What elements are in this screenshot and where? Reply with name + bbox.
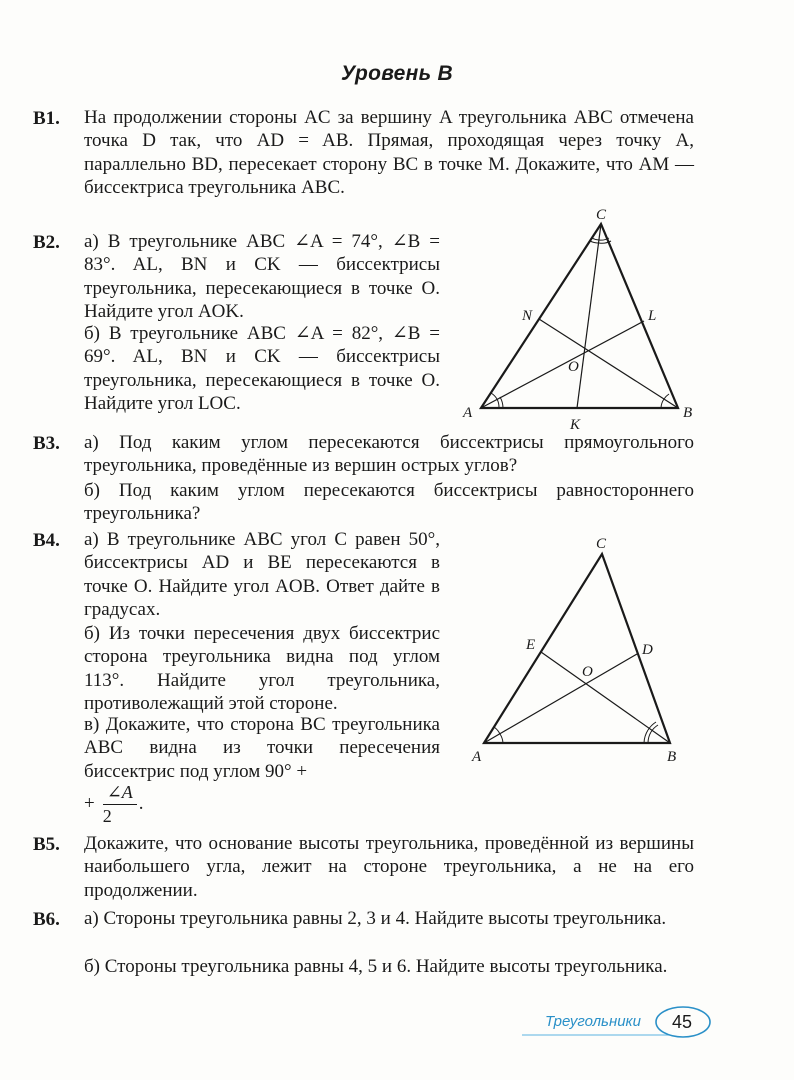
formula-period: .	[138, 792, 144, 814]
figure-label-b-b4: B	[667, 749, 677, 765]
figure-label-o: O	[568, 359, 579, 375]
problem-b3b-text: б) Под каким углом пересекаются биссектрисы равностороннего треугольника?	[84, 480, 694, 525]
section-heading: Уровень В	[340, 62, 454, 85]
problem-b2b-text: б) В треугольнике ABC ∠A = 82°, ∠B = 69°. AL, BN и CK — биссектрисы треугольника, пересекающиеся в точке O. Найдите угол LOC.	[84, 323, 440, 415]
problem-b5-text: Докажите, что основание высоты треугольника, проведённой из вершины наибольшего угла, лежит на стороне треугольника, а не на его продолжении.	[84, 833, 694, 901]
figure-label-a-b4: A	[472, 749, 482, 765]
bisector-ck	[577, 224, 601, 408]
bisector-bn	[539, 319, 678, 408]
figure-label-c-b4: C	[596, 536, 607, 552]
page-number: 45	[672, 1012, 693, 1032]
fraction-angle-a-over-2	[103, 782, 137, 827]
figure-label-a: A	[463, 405, 473, 421]
problem-label-b2: B2.	[33, 232, 60, 253]
problem-label-b6: B6.	[33, 909, 60, 930]
triangle-figure-b4	[460, 530, 700, 770]
figure-label-l: L	[648, 308, 657, 324]
bisector-ad	[484, 654, 637, 743]
problem-label-b4: B4.	[33, 530, 60, 551]
problem-b6a-text: а) Стороны треугольника равны 2, 3 и 4. Найдите высоты треугольника.	[84, 908, 667, 929]
fraction-numerator: ∠A	[103, 782, 137, 805]
fraction-denominator: 2	[102, 806, 112, 826]
figure-label-b: B	[683, 405, 693, 421]
problem-b4b-text: б) Из точки пересечения двух биссектрис сторона треугольника видна под углом 113°. Найдите угол треугольника, противолежащий этой стороне.	[84, 623, 440, 715]
problem-b4a-text: а) В треугольнике ABC угол C равен 50°, биссектрисы AD и BE пересекаются в точке O. Найдите угол AOB. Ответ дайте в градусах.	[84, 529, 440, 621]
problem-b3a-text: а) Под каким углом пересекаются биссектрисы прямоугольного треугольника, проведённые из вершин острых углов?	[84, 432, 694, 477]
figure-label-d-b4: D	[642, 642, 653, 658]
problem-b6b-text: б) Стороны треугольника равны 4, 5 и 6. Найдите высоты треугольника.	[84, 956, 668, 977]
problem-b1-text: На продолжении стороны AC за вершину A треугольника ABC отмечена точка D так, что AD = AB. Прямая, проходящая через точку A, параллельно BD, пересекает сторону BC в точке M. Докажите, что AM — биссектриса треугольника ABC.	[84, 107, 694, 199]
formula-plus: +	[84, 792, 95, 814]
figure-label-e-b4: E	[526, 637, 536, 653]
problem-label-b1: B1.	[33, 108, 60, 129]
figure-label-o-b4: O	[582, 664, 593, 680]
problem-label-b5: B5.	[33, 834, 60, 855]
problem-b2a-text: а) В треугольнике ABC ∠A = 74°, ∠B = 83°. AL, BN и CK — биссектрисы треугольника, пересекающиеся в точке O. Найдите угол AOK.	[84, 231, 440, 323]
problem-b4c-formula	[84, 782, 284, 827]
problem-b4c-text: в) Докажите, что сторона BC треугольника ABC видна из точки пересечения биссектрис под углом 90° +	[84, 714, 440, 782]
bisector-be	[541, 652, 670, 743]
figure-label-n: N	[522, 308, 533, 324]
figure-label-c: C	[596, 207, 607, 223]
figure-label-k: K	[570, 417, 581, 433]
footer-topic: Треугольники	[545, 1013, 641, 1030]
problem-label-b3: B3.	[33, 433, 60, 454]
triangle-figure-b2	[455, 200, 705, 435]
